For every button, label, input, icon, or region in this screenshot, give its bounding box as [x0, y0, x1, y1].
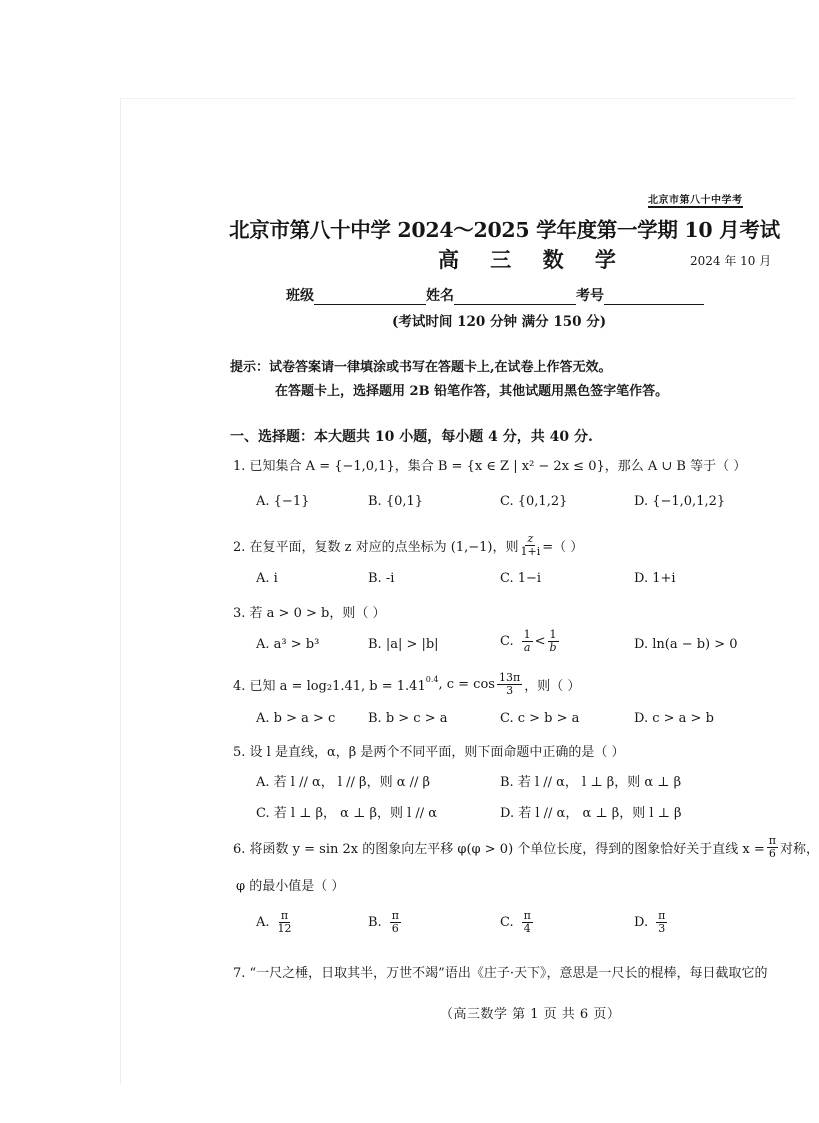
option-frac-num: π	[280, 909, 289, 922]
question-6-option-d	[634, 910, 669, 935]
question-2-stem-end: =（ ）	[542, 540, 584, 555]
question-4-frac-den: 3	[506, 684, 514, 697]
question-6-frac-num: π	[768, 834, 777, 847]
question-4-stem-text: 4. 已知 a = log₂1.41, b = 1.41	[233, 679, 426, 694]
student-info-row	[286, 285, 704, 305]
option-fraction	[522, 910, 533, 935]
question-3-option-c-frac-right	[548, 629, 559, 654]
question-5-option-b: B. 若 l // α， l ⊥ β，则 α ⊥ β	[500, 775, 682, 790]
question-4-stem-mid: , c = cos	[438, 677, 495, 692]
question-6-option-b	[368, 910, 403, 935]
option-label: C.	[500, 915, 514, 930]
notice-line-2: 在答题卡上，选择题用 2B 铅笔作答，其他试题用黑色签字笔作答。	[275, 384, 669, 399]
option-frac-den: 6	[391, 922, 399, 935]
option-frac-num: π	[391, 909, 399, 922]
question-2-fraction	[521, 533, 541, 558]
question-4-option-d: D. c > a > b	[634, 711, 714, 726]
frac-left-den: a	[523, 641, 531, 654]
question-1-option-b: B. {0,1}	[368, 494, 424, 509]
page-footer: （高三数学 第 1 页 共 6 页）	[440, 1007, 621, 1022]
question-6-frac-den: 6	[768, 847, 776, 860]
option-fraction	[278, 910, 292, 935]
class-field[interactable]	[314, 290, 426, 305]
name-label: 姓名	[426, 288, 454, 304]
question-2-option-a: A. i	[256, 571, 278, 586]
question-7-stem: 7. “一尺之棰，日取其半，万世不竭”语出《庄子·天下》，意思是一尺长的棍棒，每日截取它的	[233, 966, 768, 981]
question-4-option-c: C. c > b > a	[500, 711, 580, 726]
question-4-option-b: B. b > c > a	[368, 711, 448, 726]
question-6-stem-line2: φ 的最小值是（ ）	[236, 879, 345, 894]
question-2-stem-text: 2. 在复平面，复数 z 对应的点坐标为 (1,−1)，则	[233, 540, 519, 555]
question-2-option-c: C. 1−i	[500, 571, 542, 586]
option-frac-num: π	[523, 909, 531, 922]
question-1-option-d: D. {−1,0,1,2}	[634, 494, 726, 509]
notice-line-1: 提示：试卷答案请一律填涂或书写在答题卡上,在试卷上作答无效。	[230, 360, 612, 375]
subject-title: 高 三 数 学	[438, 247, 628, 272]
question-3-option-b: B. |a| > |b|	[368, 637, 439, 652]
question-1-stem: 1. 已知集合 A = {−1,0,1}，集合 B = {x ∈ Z | x² − 2x ≤ 0}，那么 A ∪ B 等于（ ）	[233, 459, 747, 474]
question-2-frac-den: 1+i	[520, 545, 541, 558]
exam-date: 2024 年 10 月	[690, 254, 772, 268]
question-3-option-d: D. ln(a − b) > 0	[634, 637, 738, 652]
question-4-frac-num: 13π	[498, 671, 521, 684]
frac-right-num: 1	[549, 628, 557, 641]
question-4-fraction	[497, 672, 522, 697]
question-6-option-a	[256, 910, 294, 935]
question-6-stem-text: 6. 将函数 y = sin 2x 的图象向左平移 φ(φ > 0) 个单位长度，得到的图象恰好关于直线 x =	[233, 842, 765, 857]
option-frac-num: π	[658, 909, 666, 922]
class-label: 班级	[286, 288, 314, 304]
school-header-tag: 北京市第八十中学考	[648, 191, 743, 206]
question-3-option-a: A. a³ > b³	[256, 637, 320, 652]
question-6-fraction	[767, 835, 778, 860]
id-label: 考号	[576, 288, 604, 304]
question-5-stem: 5. 设 l 是直线，α，β 是两个不同平面，则下面命题中正确的是（ ）	[233, 745, 625, 760]
question-4-exponent: 0.4	[425, 675, 439, 684]
question-6-option-c	[500, 910, 535, 935]
frac-left-num: 1	[523, 628, 531, 641]
question-2-option-b: B. -i	[368, 571, 395, 586]
question-6-stem	[233, 835, 819, 860]
option-label: A.	[256, 915, 270, 930]
option-frac-den: 4	[523, 922, 531, 935]
question-5-option-d: D. 若 l // α， α ⊥ β，则 l ⊥ β	[500, 806, 682, 821]
question-4-stem	[233, 672, 580, 697]
question-3-option-c-frac-left	[522, 629, 533, 654]
question-4-option-a: A. b > a > c	[256, 711, 336, 726]
option-fraction	[390, 910, 401, 935]
question-4-stem-end: ，则（ ）	[524, 679, 581, 694]
question-5-option-a: A. 若 l // α， l // β，则 α // β	[256, 775, 431, 790]
option-c-relation: <	[534, 634, 546, 649]
question-3-option-c-label: C.	[500, 634, 514, 649]
option-fraction	[656, 910, 667, 935]
frac-right-den: b	[549, 641, 557, 654]
question-1-option-c: C. {0,1,2}	[500, 494, 568, 509]
section-title: 一、选择题：本大题共 10 小题，每小题 4 分，共 40 分.	[230, 429, 593, 445]
id-field[interactable]	[604, 290, 704, 305]
option-label: B.	[368, 915, 382, 930]
option-label: D.	[634, 915, 649, 930]
question-6-stem-end: 对称，	[780, 842, 819, 857]
option-frac-den: 3	[658, 922, 666, 935]
question-1-option-a: A. {−1}	[256, 494, 310, 509]
question-3-stem: 3. 若 a > 0 > b，则（ ）	[233, 606, 386, 621]
question-2-stem	[233, 533, 583, 558]
question-5-option-c: C. 若 l ⊥ β， α ⊥ β，则 l // α	[256, 806, 438, 821]
option-frac-den: 12	[277, 922, 292, 935]
question-2-frac-num: z	[527, 532, 534, 545]
question-2-option-d: D. 1+i	[634, 571, 676, 586]
name-field[interactable]	[454, 290, 576, 305]
exam-title: 北京市第八十中学 2024～2025 学年度第一学期 10 月考试	[229, 218, 780, 242]
time-note: (考试时间 120 分钟 满分 150 分)	[392, 314, 607, 330]
question-3-option-c	[500, 629, 561, 654]
